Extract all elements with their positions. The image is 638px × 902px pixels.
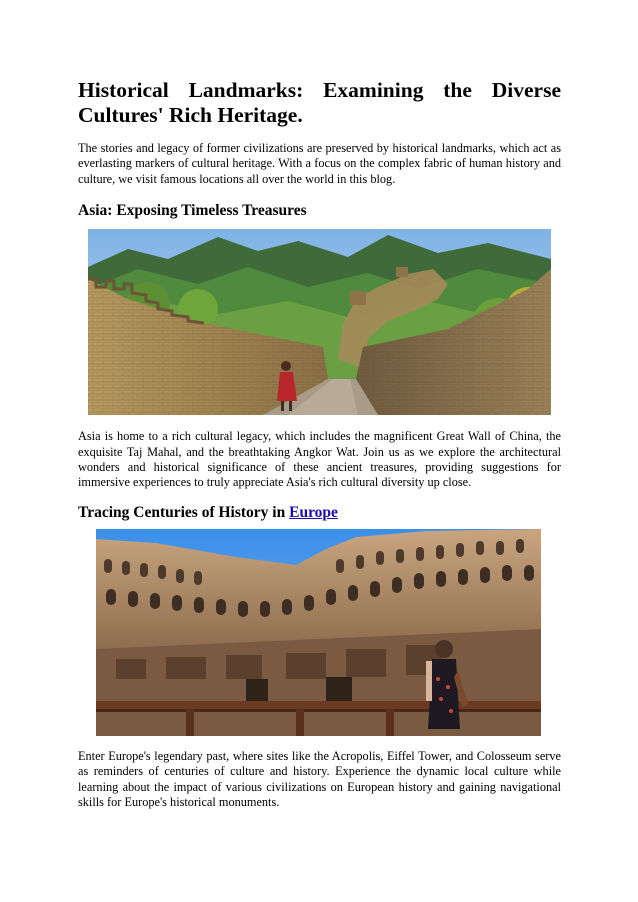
europe-heading-text: Tracing Centuries of History in: [78, 503, 290, 521]
asia-heading: Asia: Exposing Timeless Treasures: [78, 202, 307, 220]
intro-paragraph: The stories and legacy of former civilizations are preserved by historical landmarks, which act as everlasting markers of cultural heritage. With a focus on the complex fabric of human history and culture, we visit famous locations all over the world in this blog.: [78, 141, 561, 186]
document-page: [78, 78, 561, 810]
great-wall-illustration: [88, 229, 551, 415]
colosseum-illustration: [96, 529, 541, 736]
europe-link[interactable]: Europe: [289, 503, 338, 521]
europe-heading: [78, 503, 561, 522]
great-wall-photo: [88, 229, 551, 415]
asia-paragraph: Asia is home to a rich cultural legacy, which includes the magnificent Great Wall of China, the exquisite Taj Mahal, and the breathtaking Angkor Wat. Join us as we explore the architectural wonders and historical significance of these ancient treasures, providing suggestions for immersive experiences to truly appreciate Asia's rich cultural diversity up close.: [78, 429, 561, 490]
europe-paragraph: Enter Europe's legendary past, where sites like the Acropolis, Eiffel Tower, and Colosseum serve as reminders of centuries of culture and history. Experience the dynamic local culture while learning about the impact of various civilizations on European history and gaining navigational skills for Europe's historical monuments.: [78, 748, 561, 810]
article-title: Historical Landmarks: Examining the Diverse Cultures' Rich Heritage.: [78, 78, 561, 127]
colosseum-photo: [96, 529, 541, 736]
